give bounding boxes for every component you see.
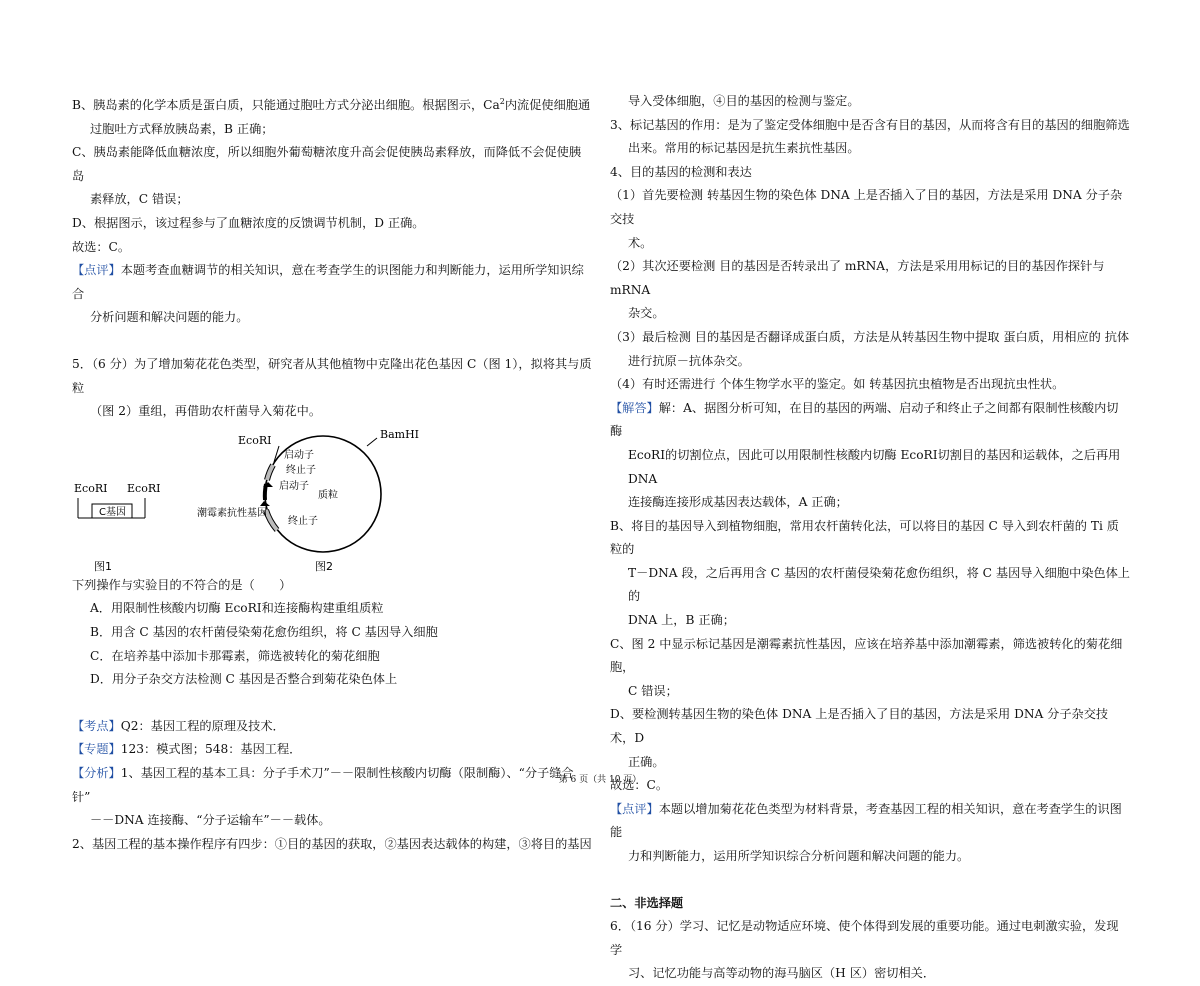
section-heading: 二、非选择题	[610, 895, 684, 910]
text-line: 正确。	[628, 754, 665, 769]
answer-line: 【解答】解：A、据图分析可知，在目的基因的两端、启动子和终止子之间都有限制性核酸内切酶	[610, 400, 1119, 439]
text-line: 4、目的基因的检测和表达	[610, 164, 752, 179]
text-line: T－DNA 段，之后再用含 C 基因的农杆菌侵染菊花愈伤组织，将 C 基因导入细胞中染色体上的	[628, 565, 1130, 604]
left-column	[72, 90, 592, 856]
text-line: 出来。常用的标记基因是抗生素抗性基因。	[628, 141, 860, 156]
text-line: （图 2）重组，再借助农杆菌导入菊花中。	[90, 404, 322, 419]
text-line: －－DNA 连接酶、“分子运输车”－－载体。	[90, 813, 331, 828]
fig1-ecori-left: EcoRⅠ	[74, 481, 108, 495]
text-line: 术。	[628, 235, 653, 250]
text-line: 故选：C。	[72, 239, 131, 254]
text-line: 进行抗原－抗体杂交。	[628, 353, 750, 368]
text-line: 力和判断能力，运用所学知识综合分析问题和解决问题的能力。	[628, 849, 970, 863]
zhuanti-line: 【专题】123：模式图；548：基因工程．	[72, 742, 302, 757]
text-line: D、根据图示，该过程参与了血糖浓度的反馈调节机制，D 正确。	[72, 216, 425, 231]
option-b: B．用含 C 基因的农杆菌侵染菊花愈伤组织，将 C 基因导入细胞	[90, 624, 438, 639]
question-6-stem: 6．（16 分）学习、记忆是动物适应环境、使个体得到发展的重要功能。通过电刺激实验，发现学	[610, 919, 1119, 957]
comment-tag: 【点评】	[72, 263, 121, 278]
comment-paragraph: 【点评】本题以增加菊花花色类型为材料背景，考查基因工程的相关知识，意在考查学生的识图能	[610, 801, 1122, 840]
text-line: 导入受体细胞，④目的基因的检测与鉴定。	[628, 94, 860, 108]
option-c: C．在培养基中添加卡那霉素，筛选被转化的菊花细胞	[90, 648, 380, 663]
kaodian-line: 【考点】Q2：基因工程的原理及技术．	[72, 718, 285, 733]
comment-paragraph: 【点评】本题考查血糖调节的相关知识，意在考查学生的识图能力和判断能力，运用所学知识综合	[72, 263, 584, 301]
text-line: C、胰岛素能降低血糖浓度，所以细胞外葡萄糖浓度升高会促使胰岛素释放，而降低不会促使胰岛	[72, 145, 582, 183]
text-line: 素释放，C 错误；	[90, 192, 189, 207]
text-line: （2）其次还要检测 目的基因是否转录出了 mRNA，方法是采用用标记的目的基因作探针与 mRNA	[610, 259, 1105, 297]
fig1-ecori-right: EcoRⅠ	[127, 481, 161, 495]
text-line: B、胰岛素的化学本质是蛋白质，只能通过胞吐方式分泌出细胞。根据图示，Ca$^2$内流促使细胞通	[72, 97, 591, 113]
page-footer: 第 6 页（共 10 页）	[558, 775, 642, 785]
text-line: C 错误；	[628, 683, 678, 698]
text-line: D、要检测转基因生物的染色体 DNA 上是否插入了目的基因，方法是采用 DNA 分子杂交技术，D	[610, 707, 1109, 746]
right-column	[610, 90, 1130, 986]
text-line: DNA 上，B 正确；	[628, 613, 735, 628]
plasmid-ecori-label: EcoRⅠ	[238, 433, 272, 447]
promoter2-label: 启动子	[279, 480, 309, 492]
plasmid-label: 质粒	[318, 489, 338, 501]
figure-svg	[72, 424, 592, 574]
text-line: 杂交。	[628, 306, 665, 321]
text-line: 故选：C。	[610, 778, 669, 793]
text-line: 连接酶连接形成基因表达载体，A 正确；	[628, 495, 848, 510]
hygromycin-gene-label: 潮霉素抗性基因	[197, 507, 267, 519]
fig1-caption: 图1	[94, 559, 112, 573]
c-gene-label: C基因	[99, 506, 126, 518]
text-line: 3、标记基因的作用：是为了鉴定受体细胞中是否含有目的基因，从而将含有目的基因的细胞筛选	[610, 117, 1130, 132]
fig2-caption: 图2	[315, 559, 333, 573]
option-d: D．用分子杂交方法检测 C 基因是否整合到菊花染色体上	[90, 672, 398, 687]
text-line: 过胞吐方式释放胰岛素，B 正确；	[90, 121, 274, 136]
text-line: （4）有时还需进行 个体生物学水平的鉴定。如 转基因抗虫植物是否出现抗虫性状。	[610, 377, 1065, 392]
text-line: B、将目的基因导入到植物细胞，常用农杆菌转化法，可以将目的基因 C 导入到农杆菌的 Ti 质粒的	[610, 518, 1119, 557]
option-a: A．用限制性核酸内切酶 EcoRⅠ和连接酶构建重组质粒	[90, 601, 384, 616]
text-line: 2、基因工程的基本操作程序有四步：①目的基因的获取，②基因表达载体的构建，③将目的基因	[72, 836, 592, 851]
text-line: EcoRⅠ的切割位点，因此可以用限制性核酸内切酶 EcoRⅠ切割目的基因和运载体，之后再用 DNA	[628, 447, 1121, 486]
question-prompt: 下列操作与实验目的不符合的是（ ）	[72, 577, 292, 592]
terminator1-label: 终止子	[286, 464, 316, 476]
text-line: C、图 2 中显示标记基因是潮霉素抗性基因，应该在培养基中添加潮霉素，筛选被转化的菊花细胞，	[610, 636, 1123, 675]
text-line: （3）最后检测 目的基因是否翻译成蛋白质，方法是从转基因生物中提取 蛋白质，用相应的 抗体	[610, 329, 1130, 344]
text-line: （1）首先要检测 转基因生物的染色体 DNA 上是否插入了目的基因，方法是采用 DNA 分子杂交技	[610, 188, 1123, 226]
text-line: 分析问题和解决问题的能力。	[90, 310, 249, 325]
fenxi-line: 【分析】1、基因工程的基本工具：分子手术刀”－－限制性核酸内切酶（限制酶）、“分子缝合针”	[72, 765, 574, 804]
text-line: 习、记忆功能与高等动物的海马脑区（H 区）密切相关．	[628, 966, 936, 981]
bamhi-label: BamHⅠ	[380, 427, 420, 441]
plasmid-figure	[72, 424, 592, 574]
promoter1-label: 启动子	[284, 449, 314, 461]
question-5-stem: 5．（6 分）为了增加菊花花色类型，研究者从其他植物中克隆出花色基因 C（图 1），拟将其与质粒	[72, 357, 592, 395]
terminator2-label: 终止子	[288, 515, 318, 527]
